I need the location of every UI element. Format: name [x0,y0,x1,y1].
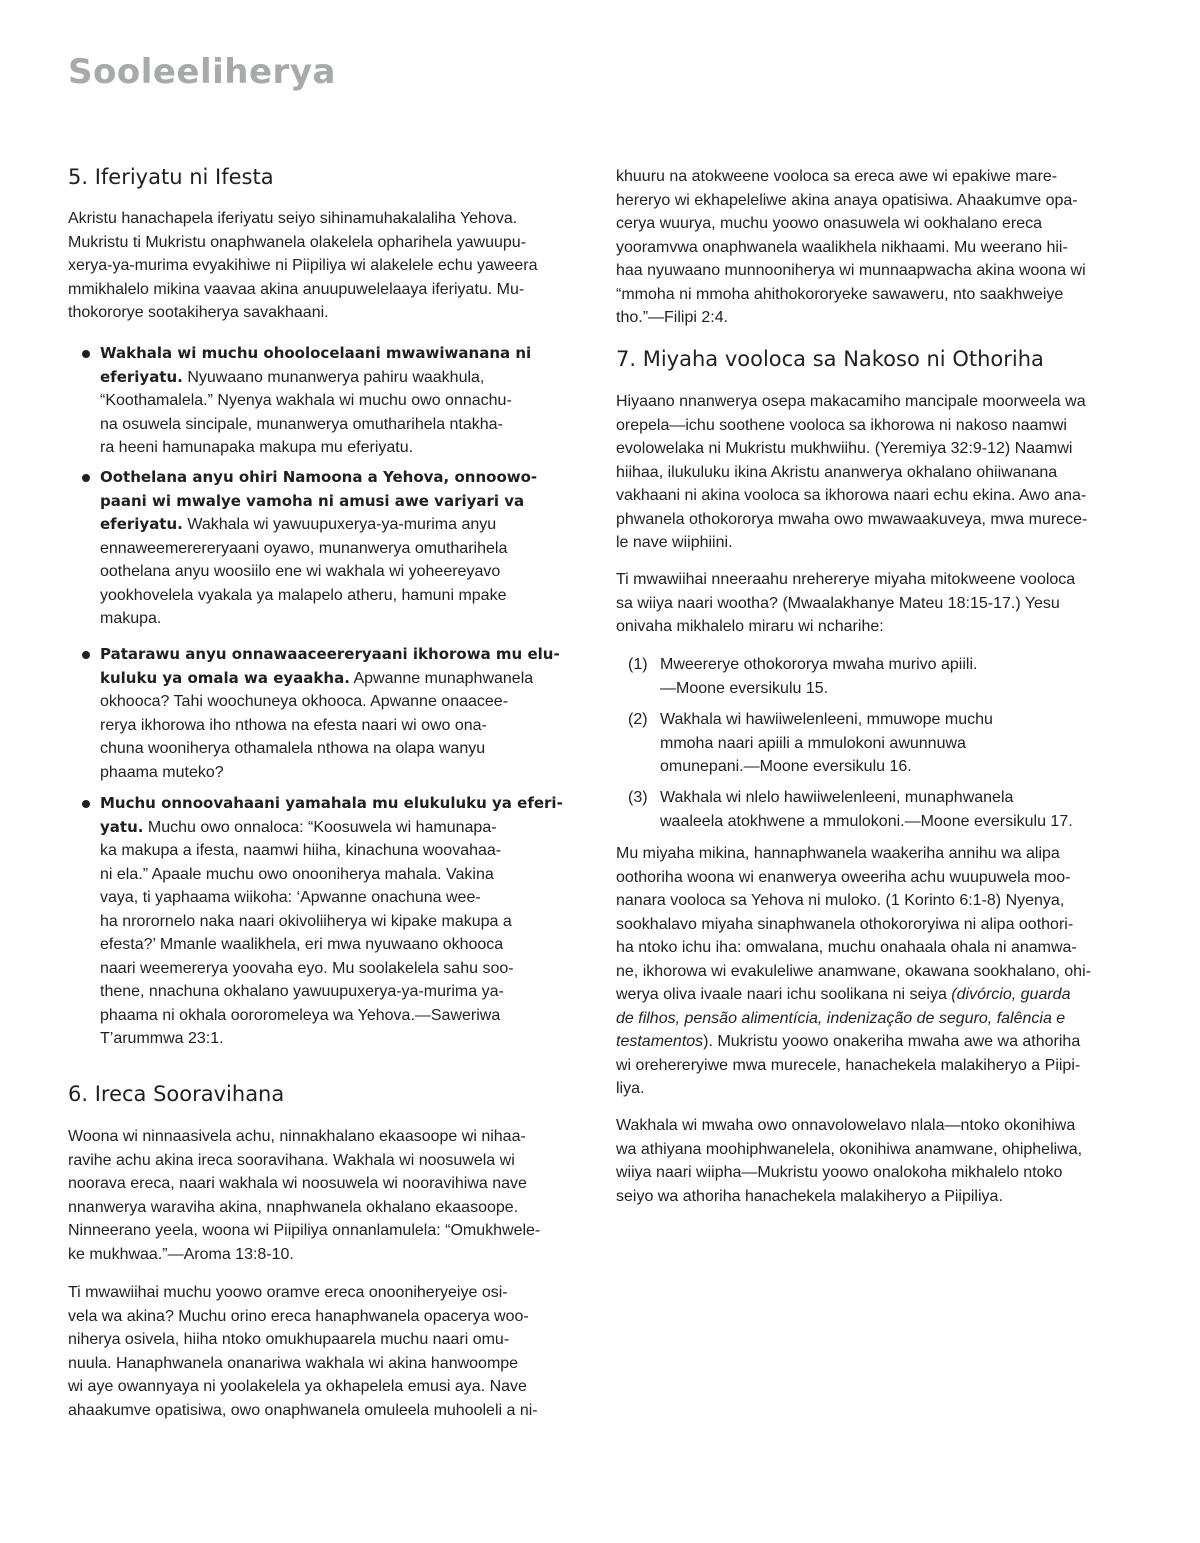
text-line: vakhaani ni akina vooloca sa ikhorowa naari echu ekina. Awo ana- [616,487,1087,504]
section-7-paragraph-3 [616,842,1091,1101]
step-number: (2) [628,711,648,728]
section-6-paragraph-2-continued [616,165,1086,330]
text-line: wiiya naari wiipha—Mukristu yoowo onalokoha mikhalelo ntoko [616,1164,1063,1181]
bullet-bold-line: yatu. [100,817,144,836]
text-line: Wakhala wi hawiiwelenleeni, mmuwope muchu [660,711,993,728]
section-6-paragraph-1 [68,1125,540,1266]
text-line: Woona wi ninnaasivela achu, ninnakhalano ekaasoope wi nihaa- [68,1128,526,1145]
text-line: tho.”—Filipi 2:4. [616,309,729,326]
text-line: Ti mwawiihai muchu yoowo oramve ereca onooniheryeiye osi- [68,1284,508,1301]
text-line: ahaakumve opatisiwa, owo onaphwanela omuleela muhooleli a ni- [68,1401,538,1419]
step-number: (3) [628,789,648,806]
text-line: ha nrorornelo naka naari okivoliiherya wi kipake makupa a [100,912,512,930]
text-line: yooramvwa onaphwanela waalikhela nikhaami. Mu weerano hii- [616,238,1068,256]
bullet-icon [82,651,90,659]
text-line: hereryo wi ekhapeleliwe akina anaya opatisiwa. Ahaakumve opa- [616,191,1078,209]
text-line: Akristu hanachapela iferiyatu seiyo sihinamuhakalaliha Yehova. [68,210,518,227]
text-line: efesta?’ Mmanle waalikhela, eri mwa nyuwaano okhooca [100,936,504,953]
bullet-item-2 [68,466,537,631]
text-line: orepela—ichu soothene vooloca sa ikhorowa ni nakoso naamwi [616,416,1067,434]
text-line: rerya ikhorowa iho nthowa na efesta naari wi owo ona- [100,716,487,734]
text-line: phwanela othokororya mwaha owo mwawaakuveya, mwa murece- [616,510,1088,528]
section-6-paragraph-2 [68,1281,538,1422]
text-line: omunepani.—Moone eversikulu 16. [660,758,912,775]
text-line: haa nyuwaano munnooniherya wi munnaapwacha akina woona wi [616,262,1086,279]
text-line: thene, nnachuna okhalano yawuupuxerya-ya-murima ya- [100,983,504,1000]
text-line: werya oliva ivaale naari ichu soolikana ni seiya [616,986,947,1003]
section-7-heading: 7. Miyaha vooloca sa Nakoso ni Othoriha [616,347,1044,371]
bullet-icon [82,474,90,482]
step-number: (1) [628,656,648,673]
text-line: oothelana anyu woosiilo ene wi wakhala wi yoheereyavo [100,563,501,580]
section-6-heading: 6. Ireca Sooravihana [68,1082,285,1106]
section-7-paragraph-4 [616,1114,1082,1208]
text-line: —Moone eversikulu 15. [660,679,829,697]
bullet-item-1 [68,342,531,460]
text-line: Mweererye othokororya mwaha murivo apiili. [660,656,978,673]
text-line: T’arummwa 23:1. [100,1030,224,1047]
text-line: wi orehereryiwe mwa murecele, hanachekela malakiheryo a Piipi- [616,1056,1081,1074]
text-line: cerya wuurya, muchu yoowo onasuwela wi ookhalano ereca [616,215,1043,232]
text-line: xerya-ya-murima evyakihiwe ni Piipiliya wi alakelele echu yaweera [68,257,538,274]
text-line: ennaweemerereryaani oyawo, munanwerya omutharihela [100,539,508,557]
text-line: liya. [616,1080,645,1097]
text-line: nanara vooloca sa Yehova ni muloko. (1 Korinto 6:1-8) Nyenya, [616,892,1065,909]
bullet-bold-line: eferiyatu. [100,367,183,386]
text-line: Wakhala wi mwaha owo onnavolowelavo nlala—ntoko okonihiwa [616,1117,1076,1134]
italic-text: testamentos [616,1033,704,1050]
text-line: ha ntoko ichu iha: omwalana, muchu onahaala ohala ni anamwa- [616,939,1077,956]
section-5-heading: 5. Iferiyatu ni Ifesta [68,165,274,189]
bullet-bold-line: Muchu onnoovahaani yamahala mu elukuluku ya eferi- [100,794,563,812]
text-line: seiyo wa athoriha hanachekela malakiheryo a Piipiliya. [616,1187,1003,1205]
text-line: okhooca? Tahi woochuneya okhooca. Apwanne onaacee- [100,693,509,710]
text-line: Wakhala wi yawuupuxerya-ya-murima anyu [187,516,497,533]
text-line: phaama muteko? [100,763,224,781]
text-line: Muchu owo onnaloca: “Koosuwela wi hamunapa- [147,818,497,836]
text-line: Mukristu ti Mukristu onaphwanela olakelela opharihela yawuupu- [68,233,527,251]
text-line: ne, ikhorowa wi evakuleliwe anamwane, okawana sookhalano, ohi- [616,962,1091,980]
bullet-bold-line: eferiyatu. [100,515,183,533]
text-line: le nave wiiphiini. [616,534,733,551]
text-line: Apwanne munaphwanela [353,669,534,687]
text-line: Wakhala wi nlelo hawiiwelenleeni, munaphwanela [660,789,1014,806]
text-line: “mmoha ni mmoha ahithokororyeke sawaweru, nto saakhweiye [616,285,1064,303]
text-line: “Koothamalela.” Nyenya wakhala wi muchu owo onnachu- [100,392,512,409]
text-line: nnanwerya waraviha akina, nnaphwanela okhalano ekaasoope. [68,1198,519,1216]
text-line: makupa. [100,610,162,627]
text-line: yookhovelela vyakala ya malapelo atheru, hamuni mpake [100,586,507,604]
bullet-icon [82,800,90,808]
text-line: thokororye sootakiherya savakhaani. [68,304,329,321]
text-line: vela wa akina? Muchu orino ereca hanaphwanela opacerya woo- [68,1307,529,1325]
text-line: sookhalavo miyaha sinaphwanela othokororyiwa ni alipa oothori- [616,915,1074,933]
text-line: nuula. Hanaphwanela onanariwa wakhala wi akina hanwoompe [68,1354,519,1372]
text-line: onivaha mikhalelo miraru wi ncharihe: [616,618,884,635]
text-line: hiihaa, ilukuluku ikina Akristu ananwerya okhalano ohiiwanana [616,463,1058,481]
text-line: khuuru na atokweene vooloca sa ereca awe wi epakiwe mare- [616,168,1058,185]
bullet-bold-line: Wakhala wi muchu ohoolocelaani mwawiwanana ni [100,344,532,362]
step-item-3 [616,786,1073,833]
text-line: evolowelaka ni Mukristu mukhwiihu. (Yeremiya 32:9-12) Naamwi [616,440,1073,457]
page-header-title: Sooleeliherya [68,52,336,92]
text-line: ka makupa a ifesta, naamwi hiiha, kinachuna woovahaa- [100,842,502,859]
bullet-item-3 [68,643,560,784]
bullet-bold-line: kuluku ya omala wa eyaakha. [100,668,350,687]
text-line: vaya, ti yaphaama wiikoha: ‘Apwanne onachuna wee- [100,889,481,906]
bullet-bold-line: Patarawu anyu onnawaaceereryaani ikhorowa mu elu- [100,645,560,663]
text-line: wi aye owannyaya ni yoolakelela ya okhapelela emusi aya. Nave [68,1378,527,1395]
text-line: mmikhalelo mikina vaavaa akina anuupuwelelaaya iferiyatu. Mu- [68,280,525,298]
text-line: sa wiiya naari wootha? (Mwaalakhanye Mateu 18:15-17.) Yesu [616,594,1060,612]
section-7-paragraph-1 [616,390,1087,555]
text-line: ). Mukristu yoowo onakeriha mwaha awe wa athoriha [703,1033,1081,1050]
text-line: Ninneerano yeela, woona wi Piipiliya onnanlamulela: “Omukhwele- [68,1222,541,1239]
bullet-bold-line: Oothelana anyu ohiri Namoona a Yehova, onnoowo- [100,468,538,486]
text-line: mmoha naari apiili a mmulokoni awunnuwa [660,734,966,752]
step-item-1 [616,653,977,700]
text-line: ra heeni hamunapaka makupa mu eferiyatu. [100,439,414,456]
text-line: naari weemererya yoovaha eyo. Mu soolakelela sahu soo- [100,959,514,977]
text-line: ke mukhwaa.”—Aroma 13:8-10. [68,1245,294,1263]
text-line: phaama ni okhala oororomeleya wa Yehova.—Saweriwa [100,1006,501,1024]
text-line: ravihe achu akina ireca sooravihana. Wakhala wi noosuwela wi [68,1151,515,1169]
text-line: Nyuwaano munanwerya pahiru waakhula, [187,368,485,386]
text-line: ni ela.” Apaale muchu owo onooniherya mahala. Vakina [100,865,494,883]
text-line: na osuwela sincipale, munanwerya omutharihela ntakha- [100,415,503,433]
italic-text: de filhos, pensão alimentícia, indenização de seguro, falência e [616,1009,1066,1027]
text-line: waaleela atokhwene a mmulokoni.—Moone eversikulu 17. [660,812,1073,830]
text-line: noorava ereca, naari wakhala wi noosuwela wi nooravihiwa nave [68,1175,527,1192]
text-line: Hiyaano nnanwerya osepa makacamiho mancipale moorweela wa [616,393,1086,410]
text-line: niherya osivela, hiiha ntoko omukhupaarela muchu naari omu- [68,1331,510,1348]
bullet-bold-line: paani wi mwalye vamoha ni amusi awe variyari va [100,491,525,510]
bullet-item-4 [68,792,563,1051]
section-7-paragraph-2 [616,568,1075,639]
text-line: wa athiyana moohiphwanelela, okonihiwa anamwane, ohipheliwa, [616,1140,1083,1158]
text-line: chuna wooniherya othamalela nthowa na olapa wanyu [100,740,486,757]
section-5-intro [68,207,538,325]
text-line: Ti mwawiihai nneeraahu nrehererye miyaha mitokweene vooloca [616,571,1076,588]
bullet-icon [82,350,90,358]
italic-text: (divórcio, guarda [951,986,1071,1003]
text-line: oothoriha woona wi enanwerya oweeriha achu wuupuwela moo- [616,868,1071,886]
text-line: Mu miyaha mikina, hannaphwanela waakeriha annihu wa alipa [616,845,1060,862]
step-item-2 [616,708,993,779]
